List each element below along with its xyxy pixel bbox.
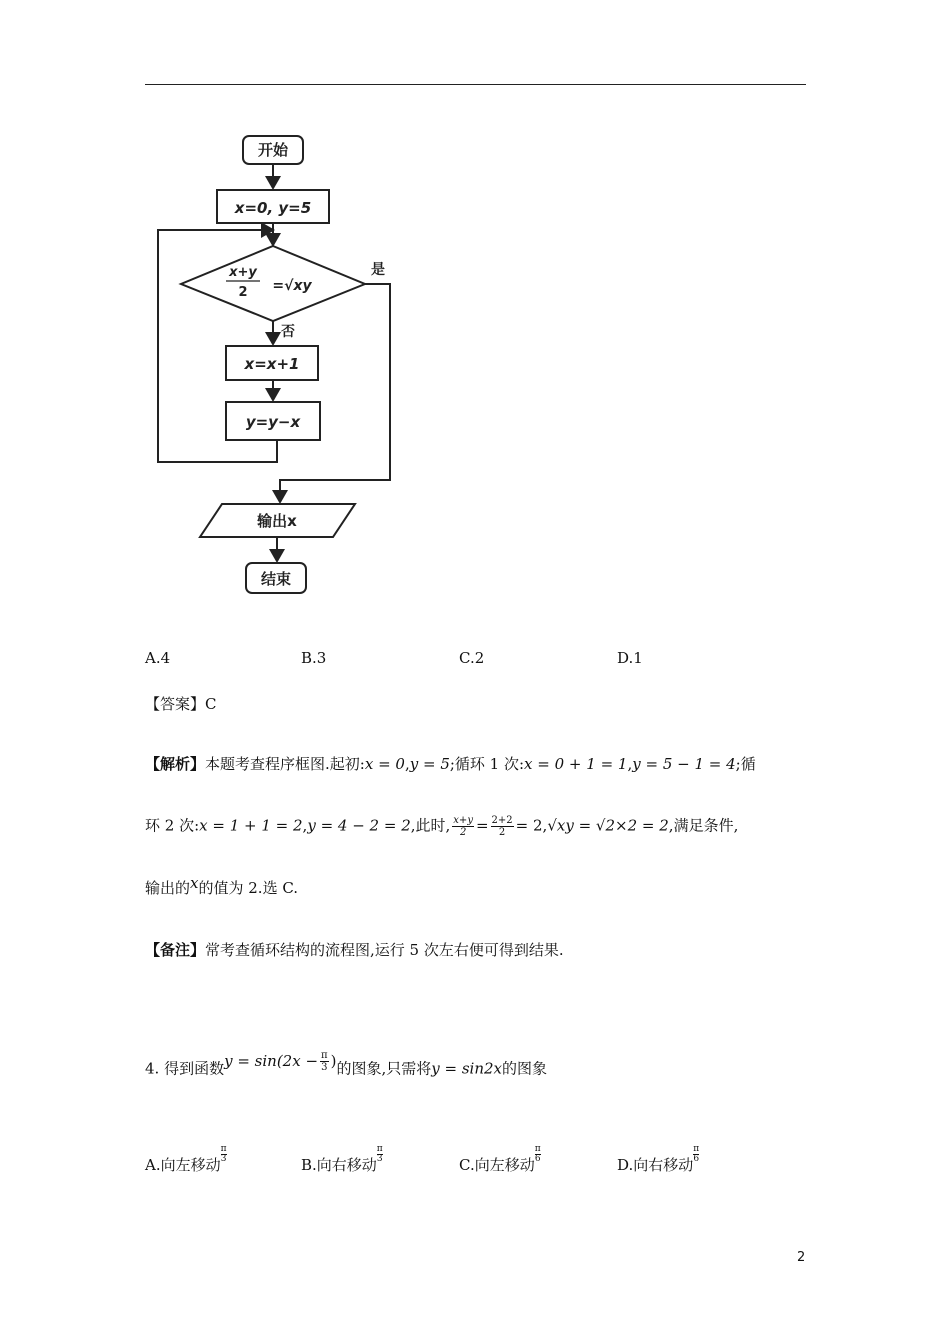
- analysis-text: 环 2 次:: [145, 816, 200, 835]
- page-number: 2: [797, 1250, 806, 1265]
- q4-function: y = sin(2x −: [224, 1051, 319, 1070]
- option-c: C.2: [459, 649, 485, 667]
- analysis-line-1: [145, 754, 756, 774]
- analysis-text: 输出的: [145, 879, 191, 897]
- math-y5: y = 5: [409, 755, 450, 773]
- option-a: A.4: [145, 649, 171, 667]
- analysis-text: ,此时,: [410, 816, 451, 835]
- comma: ,: [404, 755, 410, 773]
- q4-option-d: D.向右移动 $\frac{\pi}{6}$: [617, 1144, 700, 1174]
- math-x1: x = 0 + 1 = 1: [524, 755, 628, 773]
- comma: ,: [542, 816, 548, 835]
- cond-numerator: x+y: [229, 265, 257, 280]
- math-x2: x = 1 + 1 = 2: [199, 816, 303, 835]
- math-sqrt: √xy = √2×2 = 2: [547, 816, 669, 835]
- no-label: 否: [281, 324, 295, 340]
- note-text: 常考查循环结构的流程图,运行 5 次左右便可得到结果.: [205, 941, 564, 959]
- end-label: 结束: [260, 570, 292, 588]
- analysis-line-2: [145, 815, 738, 838]
- analysis-text: ,满足条件,: [668, 816, 739, 835]
- math-x0: x = 0: [364, 755, 405, 773]
- answer-line: 【答案】C: [145, 695, 217, 713]
- yes-label: 是: [371, 262, 385, 278]
- math-x: x: [190, 874, 199, 892]
- fraction-xy: $\frac{x+y}{2}$: [453, 815, 473, 838]
- q4-pi-over-3: $\frac{\pi}{3}$: [321, 1050, 328, 1073]
- fraction-22: $\frac{2+2}{2}$: [491, 815, 513, 838]
- math-y4: y = 5 − 1 = 4: [632, 755, 736, 773]
- comma: ,: [302, 816, 308, 835]
- equals: =: [475, 816, 489, 835]
- q4-text: 4. 得到函数: [145, 1059, 225, 1078]
- q4-option-a: A.向左移动 $\frac{\pi}{3}$: [145, 1144, 227, 1174]
- q4-stem: [145, 1050, 548, 1081]
- equals-two: = 2: [515, 816, 543, 835]
- math-y2: y = 4 − 2 = 2: [307, 816, 411, 835]
- analysis-text: 的值为 2.选 C.: [198, 879, 299, 897]
- start-label: 开始: [257, 141, 289, 159]
- option-b: B.3: [301, 649, 327, 667]
- q4-option-c: C.向左移动 $\frac{\pi}{6}$: [459, 1144, 541, 1174]
- analysis-text: ;循环 1 次:: [449, 755, 525, 773]
- init-label: x=0, y=5: [234, 199, 312, 217]
- cond-denominator: 2: [238, 285, 248, 300]
- flowchart: [0, 0, 950, 620]
- step2-label: y=y−x: [245, 413, 301, 431]
- q4-text: 的图象: [502, 1059, 548, 1078]
- note-label: 【备注】: [145, 941, 206, 959]
- q4-paren: ): [330, 1051, 337, 1070]
- analysis-label: 【解析】: [145, 755, 206, 773]
- note-line: [145, 940, 564, 960]
- comma: ,: [627, 755, 633, 773]
- step1-label: x=x+1: [244, 355, 300, 373]
- option-d: D.1: [617, 649, 643, 667]
- output-label: 输出x: [257, 512, 297, 530]
- q4-text: 的图象,只需将: [336, 1059, 432, 1078]
- cond-right: =√xy: [272, 278, 312, 294]
- analysis-text: ;循: [735, 755, 756, 773]
- analysis-text: 本题考查程序框图.起初:: [205, 755, 365, 773]
- q4-sin2x: y = sin2x: [431, 1059, 502, 1078]
- analysis-line-3: [145, 874, 299, 898]
- q4-option-b: B.向右移动 $\frac{\pi}{3}$: [301, 1144, 383, 1174]
